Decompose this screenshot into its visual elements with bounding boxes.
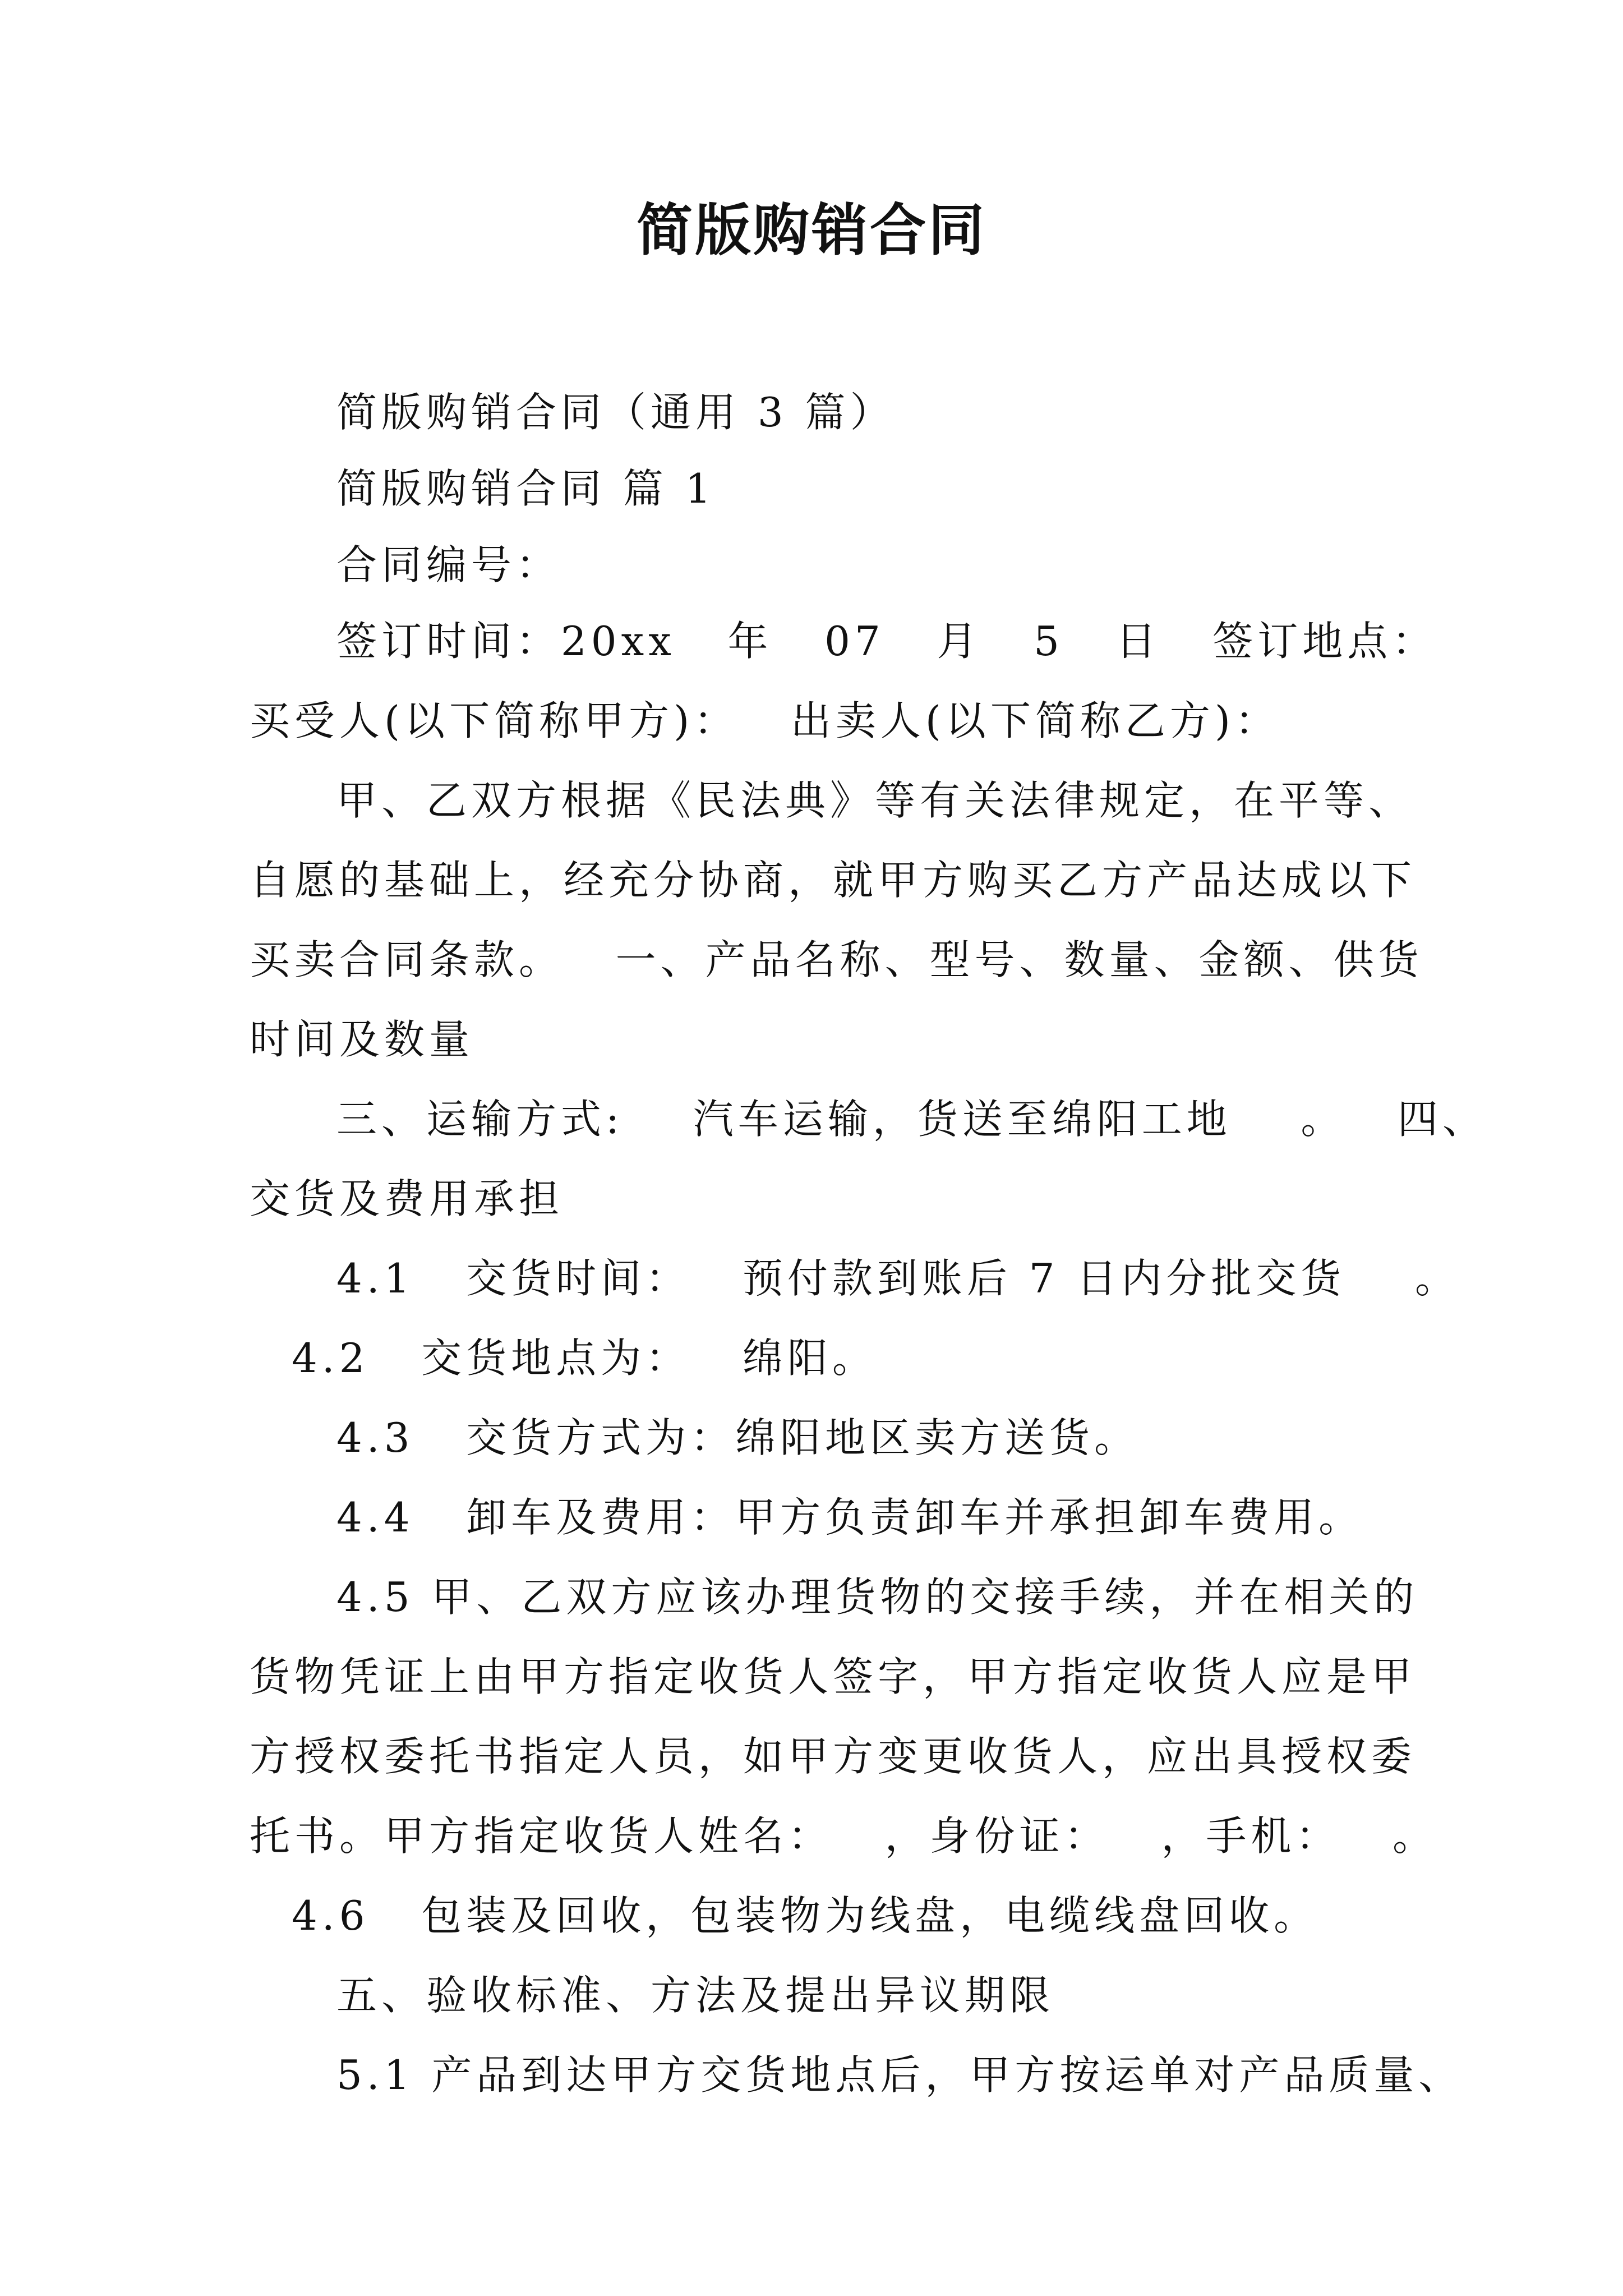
section-heading: 简版购销合同 篇 1 [336, 465, 716, 512]
subtitle-line: 简版购销合同（通用 3 篇） [336, 389, 895, 436]
parties-line: 买受人(以下简称甲方)： 出卖人(以下简称乙方)： [250, 697, 1280, 744]
clause-line: 4.5 甲、乙双方应该办理货物的交接手续，并在相关的 [336, 1573, 1419, 1621]
paragraph-line: 交货及费用承担 [250, 1175, 564, 1222]
clause-line: 4.1 交货时间： 预付款到账后 7 日内分批交货 。 [336, 1255, 1460, 1302]
paragraph-line: 甲、乙双方根据《民法典》等有关法律规定，在平等、 [336, 777, 1414, 824]
paragraph-line: 买卖合同条款。 一、产品名称、型号、数量、金额、供货 [250, 936, 1423, 983]
paragraph-line: 三、运输方式: 汽车运输，货送至绵阳工地 。 四、 [336, 1096, 1488, 1143]
clause-line: 5.1 产品到达甲方交货地点后，甲方按运单对产品质量、 [336, 2051, 1464, 2099]
clause-line: 4.4 卸车及费用：甲方负责卸车并承担卸车费用。 [336, 1494, 1364, 1541]
contract-number-line: 合同编号： [336, 541, 561, 588]
paragraph-line: 时间及数量 [250, 1016, 474, 1063]
document-title: 简版购销合同 [637, 197, 986, 263]
section-heading: 五、验收标准、方法及提出异议期限 [336, 1972, 1055, 2019]
signing-info-line: 签订时间：20xx 年 07 月 5 日 签订地点： [336, 618, 1437, 665]
paragraph-line: 自愿的基础上，经充分协商，就甲方购买乙方产品达成以下 [250, 857, 1417, 904]
paragraph-line: 货物凭证上由甲方指定收货人签字，甲方指定收货人应是甲 [250, 1653, 1417, 1700]
clause-line: 4.2 交货地点为： 绵阳。 [292, 1335, 877, 1382]
clause-line: 4.6 包装及回收，包装物为线盘，电缆线盘回收。 [292, 1892, 1319, 1939]
paragraph-line: 托书。甲方指定收货人姓名： ，身份证： ，手机： 。 [250, 1812, 1437, 1860]
paragraph-line: 方授权委托书指定人员，如甲方变更收货人，应出具授权委 [250, 1733, 1417, 1780]
clause-line: 4.3 交货方式为：绵阳地区卖方送货。 [336, 1414, 1140, 1461]
